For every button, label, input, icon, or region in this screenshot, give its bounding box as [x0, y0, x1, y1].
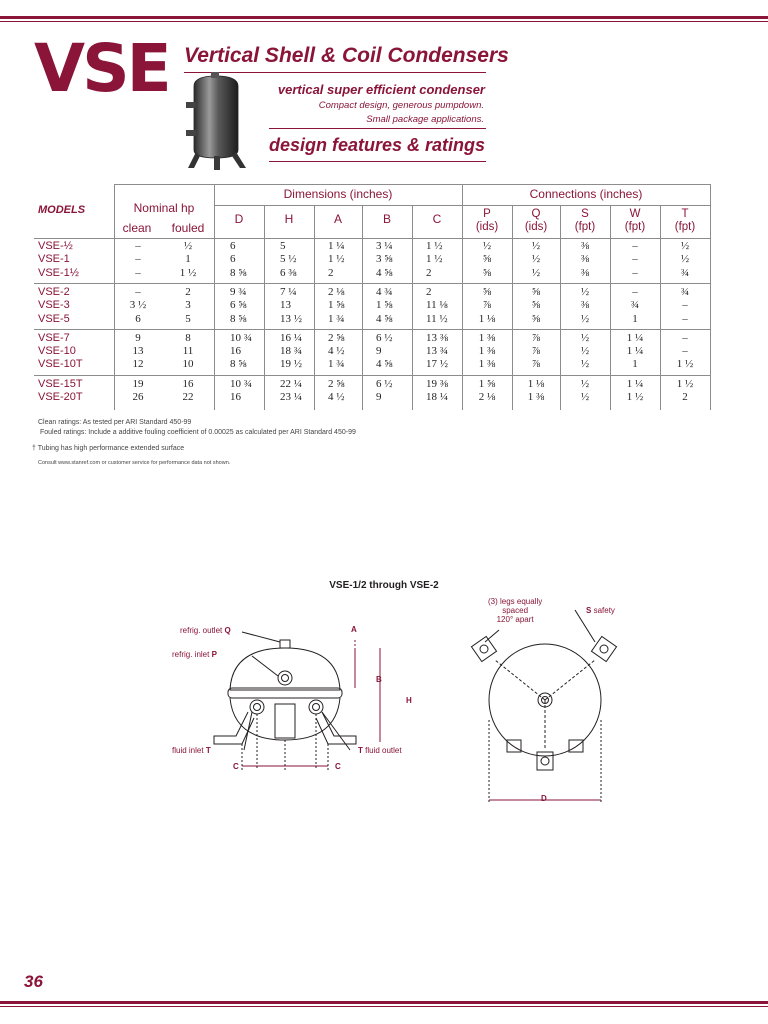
cell-clean: 3 ½ [129, 299, 147, 312]
cell-b: 1 ⅝ [376, 299, 393, 312]
cell-c: 13 ⅜ [426, 331, 448, 344]
cell-clean: – [135, 240, 141, 252]
cell-q: ½ [531, 253, 541, 266]
cell-p: 1 ⅛ [478, 312, 496, 325]
models-header: MODELS [38, 204, 86, 216]
cell-w: 1 ¼ [626, 377, 644, 390]
table-header-rule [34, 238, 710, 239]
dim-col-header-a: A [333, 212, 342, 226]
cell-c: 11 ⅛ [426, 299, 448, 312]
cell-w: – [632, 253, 638, 266]
cell-a: 1 ¼ [328, 240, 345, 252]
cell-h: 16 ¼ [280, 331, 302, 344]
cell-c: 2 [426, 266, 432, 279]
col-divider [362, 205, 363, 410]
cell-t: ¾ [680, 285, 690, 298]
cell-b: 9 [376, 345, 382, 358]
cell-t: – [682, 299, 688, 312]
cell-c: 17 ½ [426, 358, 448, 371]
cell-p: ⅞ [482, 299, 492, 312]
model-name: VSE-1½ [38, 266, 79, 279]
clean-header: clean [122, 221, 152, 235]
cell-fouled: 8 [185, 331, 191, 344]
cell-d: 10 ¾ [230, 377, 252, 390]
note-tubing: † Tubing has high performance extended surface [32, 445, 185, 452]
cell-clean: – [135, 285, 141, 298]
connections-header: Connections (inches) [529, 187, 643, 201]
dim-col-header-d: D [234, 212, 244, 226]
cell-t: – [682, 331, 688, 344]
col-divider [314, 205, 315, 410]
cell-t: 2 [682, 391, 688, 403]
cell-b: 3 ⅝ [376, 253, 393, 266]
cell-a: 1 ½ [328, 253, 345, 266]
cell-a: 4 ½ [328, 391, 345, 403]
model-name: VSE-2 [38, 285, 70, 298]
label-fluid-inlet: fluid inlet T [172, 746, 211, 755]
dim-col-header-h: H [284, 212, 294, 226]
tagline-2: Small package applications. [366, 114, 484, 125]
cell-q: ⅞ [531, 358, 541, 371]
cell-a: 2 ⅛ [328, 285, 345, 298]
cell-p: ⅝ [482, 253, 492, 266]
cell-t: ½ [680, 253, 690, 266]
cell-q: ⅞ [531, 331, 541, 344]
cell-d: 6 [230, 240, 236, 252]
brand-logo: VSE [34, 30, 169, 107]
cell-b: 6 ½ [376, 377, 393, 390]
cell-fouled: 11 [182, 345, 194, 358]
cell-p: 1 ⅝ [478, 377, 496, 390]
cell-s: ½ [580, 345, 590, 358]
group-divider [34, 329, 710, 330]
cell-fouled: 1 [185, 253, 191, 266]
model-name: VSE-15T [38, 377, 83, 390]
col-divider [214, 184, 215, 410]
cell-fouled: 2 [185, 285, 191, 298]
cell-s: ½ [580, 331, 590, 344]
section-title: design features & ratings [269, 135, 486, 155]
cell-t: 1 ½ [676, 358, 694, 371]
conn-col-header-t: T (fpt) [674, 208, 696, 233]
cell-a: 1 ⅝ [328, 299, 345, 312]
cell-h: 23 ¼ [280, 391, 302, 403]
label-refrig-outlet: refrig. outlet Q [180, 626, 231, 635]
conn-col-header-q: Q (ids) [524, 208, 548, 233]
table-top-rule [114, 184, 710, 185]
conn-col-header-s: S (fpt) [574, 208, 596, 233]
col-divider [264, 205, 265, 410]
cell-h: 13 [280, 299, 291, 312]
cell-p: 2 ⅛ [478, 391, 496, 403]
cell-fouled: 10 [182, 358, 194, 371]
cell-d: 8 ⅝ [230, 266, 247, 279]
cell-clean: 13 [132, 345, 144, 358]
dim-col-header-b: B [382, 212, 391, 226]
cell-d: 16 [230, 345, 241, 358]
cell-t: ½ [680, 240, 690, 252]
model-name: VSE-20T [38, 391, 83, 403]
cell-clean: – [135, 253, 141, 266]
cell-h: 18 ¾ [280, 345, 302, 358]
condenser-product-image [180, 72, 252, 172]
cell-w: 1 [632, 312, 638, 325]
cell-d: 8 ⅝ [230, 358, 247, 371]
cell-q: ⅝ [531, 312, 541, 325]
section-rule-bottom [269, 161, 486, 162]
cell-q: 1 ⅛ [527, 377, 545, 390]
cell-q: ⅝ [531, 285, 541, 298]
col-divider [412, 205, 413, 410]
cell-w: 1 ¼ [626, 331, 644, 344]
cell-fouled: ½ [183, 240, 193, 252]
cell-fouled: 16 [182, 377, 194, 390]
cell-b: 9 [376, 391, 382, 403]
model-name: VSE-10T [38, 358, 83, 371]
cell-p: 1 ⅜ [478, 358, 496, 371]
page-number: 36 [24, 972, 43, 991]
group-divider [34, 283, 710, 284]
cell-fouled: 5 [185, 312, 191, 325]
model-name: VSE-5 [38, 312, 70, 325]
note-consult: Consult www.stanref.com or customer service for performance data not shown. [38, 460, 231, 466]
label-dim-h: H [406, 696, 412, 705]
cell-d: 6 ⅝ [230, 299, 247, 312]
top-view-drawing [455, 600, 625, 810]
cell-d: 6 [230, 253, 236, 266]
conn-col-header-w: W (fpt) [624, 208, 646, 233]
cell-b: 3 ¼ [376, 240, 393, 252]
cell-t: 1 ½ [676, 377, 694, 390]
cell-a: 2 ⅝ [328, 331, 345, 344]
cell-a: 2 ⅝ [328, 377, 345, 390]
cell-s: ½ [580, 377, 590, 390]
cell-b: 4 ⅝ [376, 358, 393, 371]
cell-clean: 12 [132, 358, 144, 371]
cell-h: 19 ½ [280, 358, 302, 371]
model-name: VSE-10 [38, 345, 76, 358]
cell-h: 6 ⅜ [280, 266, 297, 279]
cell-clean: 19 [132, 377, 144, 390]
cell-s: ⅜ [580, 266, 590, 279]
conn-col-header-p: P (ids) [475, 208, 499, 233]
dimensions-header: Dimensions (inches) [283, 187, 393, 201]
dim-col-header-c: C [432, 212, 442, 226]
label-dim-d: D [541, 794, 547, 803]
col-divider [710, 184, 711, 410]
note-clean: Clean ratings: As tested per ARI Standard 450-99 [38, 419, 192, 426]
cell-clean: 6 [135, 312, 141, 325]
cell-b: 4 ¾ [376, 285, 393, 298]
cell-s: ⅜ [580, 240, 590, 252]
cell-c: 11 ½ [426, 312, 448, 325]
top-rule-thin [0, 21, 768, 22]
cell-w: ¾ [630, 299, 640, 312]
cell-p: ⅝ [482, 266, 492, 279]
group-divider [34, 375, 710, 376]
cell-p: 1 ⅜ [478, 331, 496, 344]
cell-fouled: 3 [185, 299, 191, 312]
cell-w: 1 ½ [626, 391, 644, 403]
cell-a: 1 ¾ [328, 312, 345, 325]
cell-c: 13 ¾ [426, 345, 448, 358]
fouled-header: fouled [171, 221, 205, 235]
cell-t: – [682, 312, 688, 325]
cell-fouled: 1 ½ [179, 266, 197, 279]
cell-p: 1 ⅜ [478, 345, 496, 358]
cell-w: 1 ¼ [626, 345, 644, 358]
section-rule-top [269, 128, 486, 129]
label-legs: (3) legs equally spaced 120° apart [488, 597, 543, 624]
cell-d: 9 ¾ [230, 285, 247, 298]
cell-w: 1 [632, 358, 638, 371]
note-fouled: Fouled ratings: Include a additive fouling coefficient of 0.00025 as calculated per ARI Standard 450-99 [40, 429, 356, 436]
label-safety: S safety [586, 606, 615, 615]
model-name: VSE-½ [38, 240, 73, 252]
drawing-title: VSE-1/2 through VSE-2 [329, 580, 439, 591]
nominal-hp-header: Nominal hp [133, 201, 195, 215]
cell-q: ⅞ [531, 345, 541, 358]
label-dim-c-right: C [335, 762, 341, 771]
cell-t: ¾ [680, 266, 690, 279]
bottom-rule-thick [0, 1001, 768, 1004]
cell-q: ⅝ [531, 299, 541, 312]
label-dim-b: B [376, 675, 382, 684]
cell-fouled: 22 [182, 391, 194, 403]
cell-p: ½ [482, 240, 492, 252]
cell-a: 1 ¾ [328, 358, 345, 371]
label-dim-c-left: C [233, 762, 239, 771]
cell-q: ½ [531, 240, 541, 252]
cell-b: 4 ⅝ [376, 266, 393, 279]
cell-h: 7 ¼ [280, 285, 297, 298]
cell-b: 6 ½ [376, 331, 393, 344]
cell-c: 19 ⅜ [426, 377, 448, 390]
cell-s: ⅜ [580, 253, 590, 266]
cell-t: – [682, 345, 688, 358]
label-dim-a: A [351, 625, 357, 634]
cell-h: 13 ½ [280, 312, 302, 325]
cell-s: ½ [580, 391, 590, 403]
bottom-rule-thin [0, 1006, 768, 1007]
cell-w: – [632, 240, 638, 252]
page-title: Vertical Shell & Coil Condensers [184, 44, 509, 67]
cell-a: 2 [328, 266, 334, 279]
cell-b: 4 ⅝ [376, 312, 393, 325]
cell-s: ⅜ [580, 299, 590, 312]
model-name: VSE-7 [38, 331, 70, 344]
cell-clean: – [135, 266, 141, 279]
cell-w: – [632, 285, 638, 298]
cell-d: 8 ⅝ [230, 312, 247, 325]
cell-clean: 9 [135, 331, 141, 344]
cell-c: 18 ¼ [426, 391, 448, 403]
cell-c: 1 ½ [426, 253, 443, 266]
cell-s: ½ [580, 285, 590, 298]
top-rule-thick [0, 16, 768, 19]
model-name: VSE-1 [38, 253, 70, 266]
cell-p: ⅝ [482, 285, 492, 298]
tagline-1: Compact design, generous pumpdown. [318, 100, 484, 111]
cell-clean: 26 [132, 391, 144, 403]
cell-c: 1 ½ [426, 240, 443, 252]
cell-w: – [632, 266, 638, 279]
cell-q: 1 ⅜ [527, 391, 545, 403]
cell-d: 16 [230, 391, 241, 403]
cell-s: ½ [580, 312, 590, 325]
cell-h: 22 ¼ [280, 377, 302, 390]
cell-h: 5 ½ [280, 253, 297, 266]
cell-s: ½ [580, 358, 590, 371]
cell-c: 2 [426, 285, 432, 298]
subtitle: vertical super efficient condenser [277, 82, 485, 97]
cell-a: 4 ½ [328, 345, 345, 358]
cell-q: ½ [531, 266, 541, 279]
label-refrig-inlet: refrig. inlet P [172, 650, 217, 659]
label-fluid-outlet: T fluid outlet [358, 746, 402, 755]
cell-h: 5 [280, 240, 286, 252]
cell-d: 10 ¾ [230, 331, 252, 344]
model-name: VSE-3 [38, 299, 70, 312]
